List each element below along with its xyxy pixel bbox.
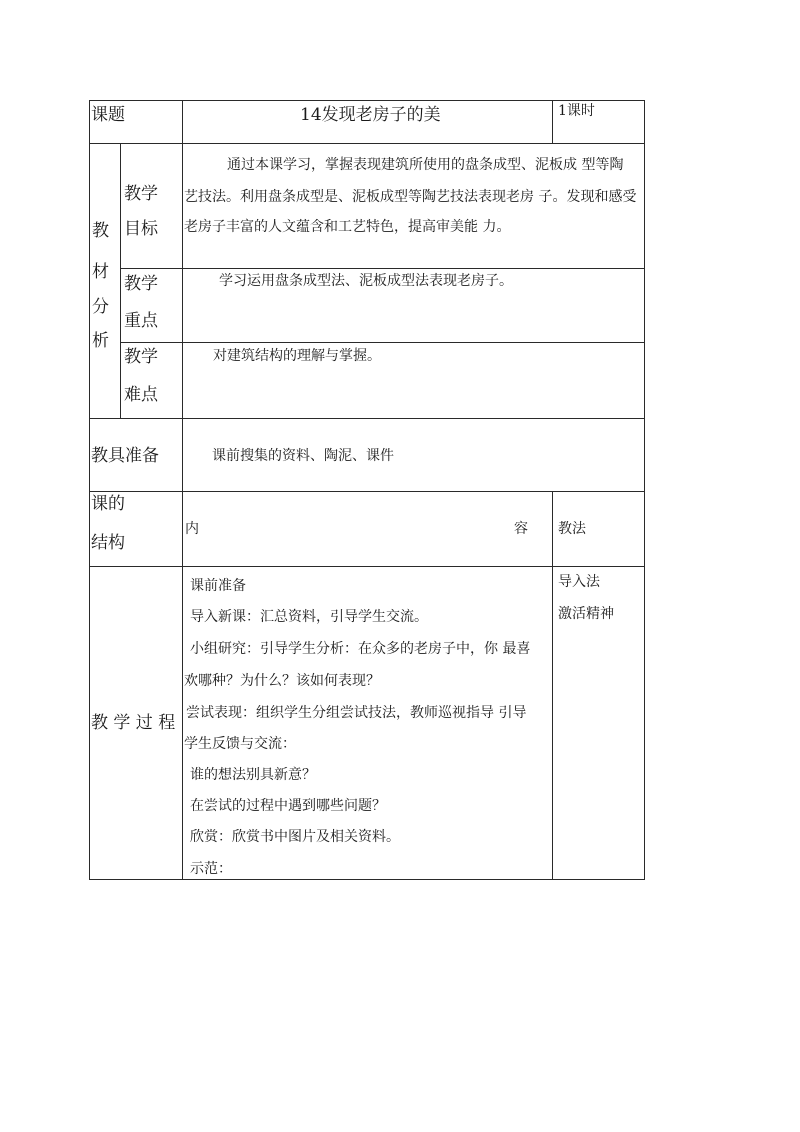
objectives-text-line: 老房子丰富的人文蕴含和工艺特色，提高审美能 力。 — [184, 219, 511, 235]
structure-label: 课的 — [91, 494, 125, 514]
structure-label: 结构 — [91, 533, 125, 553]
process-line: 导入新课：汇总资料，引导学生交流。 — [190, 609, 428, 625]
analysis-label-char: 析 — [92, 331, 109, 351]
process-method: 激活精神 — [558, 606, 614, 622]
rule-right — [644, 100, 645, 880]
rule-after-tools — [89, 491, 645, 492]
process-line: 课前准备 — [190, 578, 246, 594]
process-label: 教 学 过 程 — [91, 713, 176, 733]
difficulties-label: 教学 — [124, 347, 158, 367]
tools-text: 课前搜集的资料、陶泥、课件 — [212, 448, 394, 464]
topic-title: 14发现老房子的美 — [300, 105, 441, 125]
rule-hours-divider — [552, 100, 553, 143]
difficulties-label: 难点 — [124, 385, 158, 405]
rule-method-divider — [552, 491, 553, 879]
rule-after-topic — [89, 143, 645, 144]
difficulties-text: 对建筑结构的理解与掌握。 — [213, 348, 381, 364]
rule-top — [89, 100, 645, 101]
key-points-label: 重点 — [124, 311, 158, 331]
rule-label-divider — [120, 143, 121, 418]
rule-after-structure — [89, 566, 645, 567]
objectives-text-line: 艺技法。利用盘条成型是、泥板成型等陶艺技法表现老房 子。发现和感受 — [184, 189, 637, 205]
process-line: 小组研究：引导学生分析：在众多的老房子中，你 最喜 — [190, 641, 531, 657]
process-line: 示范： — [190, 861, 232, 877]
process-line: 尝试表现：组织学生分组尝试技法，教师巡视指导 引导 — [186, 705, 527, 721]
rule-bottom — [89, 879, 645, 880]
tools-label: 教具准备 — [91, 446, 159, 466]
analysis-label-char: 分 — [92, 297, 109, 317]
content-header-right: 容 — [514, 521, 528, 537]
process-line: 学生反馈与交流： — [184, 736, 296, 752]
rule-after-difficulties — [89, 418, 645, 419]
rule-left — [89, 100, 90, 880]
key-points-text: 学习运用盘条成型法、泥板成型法表现老房子。 — [219, 273, 513, 289]
process-line: 在尝试的过程中遇到哪些问题？ — [190, 798, 386, 814]
rule-after-key-points — [120, 342, 645, 343]
objectives-label: 目标 — [124, 219, 158, 239]
hours-value: 1课时 — [558, 103, 595, 119]
key-points-label: 教学 — [124, 274, 158, 294]
process-line: 谁的想法别具新意？ — [190, 767, 316, 783]
rule-content-left — [182, 100, 183, 880]
process-line: 欣赏：欣赏书中图片及相关资料。 — [190, 829, 400, 845]
objectives-label: 教学 — [124, 184, 158, 204]
analysis-label-char: 教 — [92, 221, 109, 241]
content-header-left: 内 — [185, 521, 199, 537]
analysis-label-char: 材 — [92, 262, 109, 282]
objectives-text-line: 通过本课学习，掌握表现建筑所使用的盘条成型、泥板成 型等陶 — [227, 157, 624, 173]
process-method: 导入法 — [558, 574, 600, 590]
method-header: 教法 — [558, 521, 586, 537]
process-line: 欢哪种？为什么？该如何表现？ — [184, 673, 380, 689]
rule-after-objectives — [120, 268, 645, 269]
topic-label: 课题 — [91, 105, 125, 125]
